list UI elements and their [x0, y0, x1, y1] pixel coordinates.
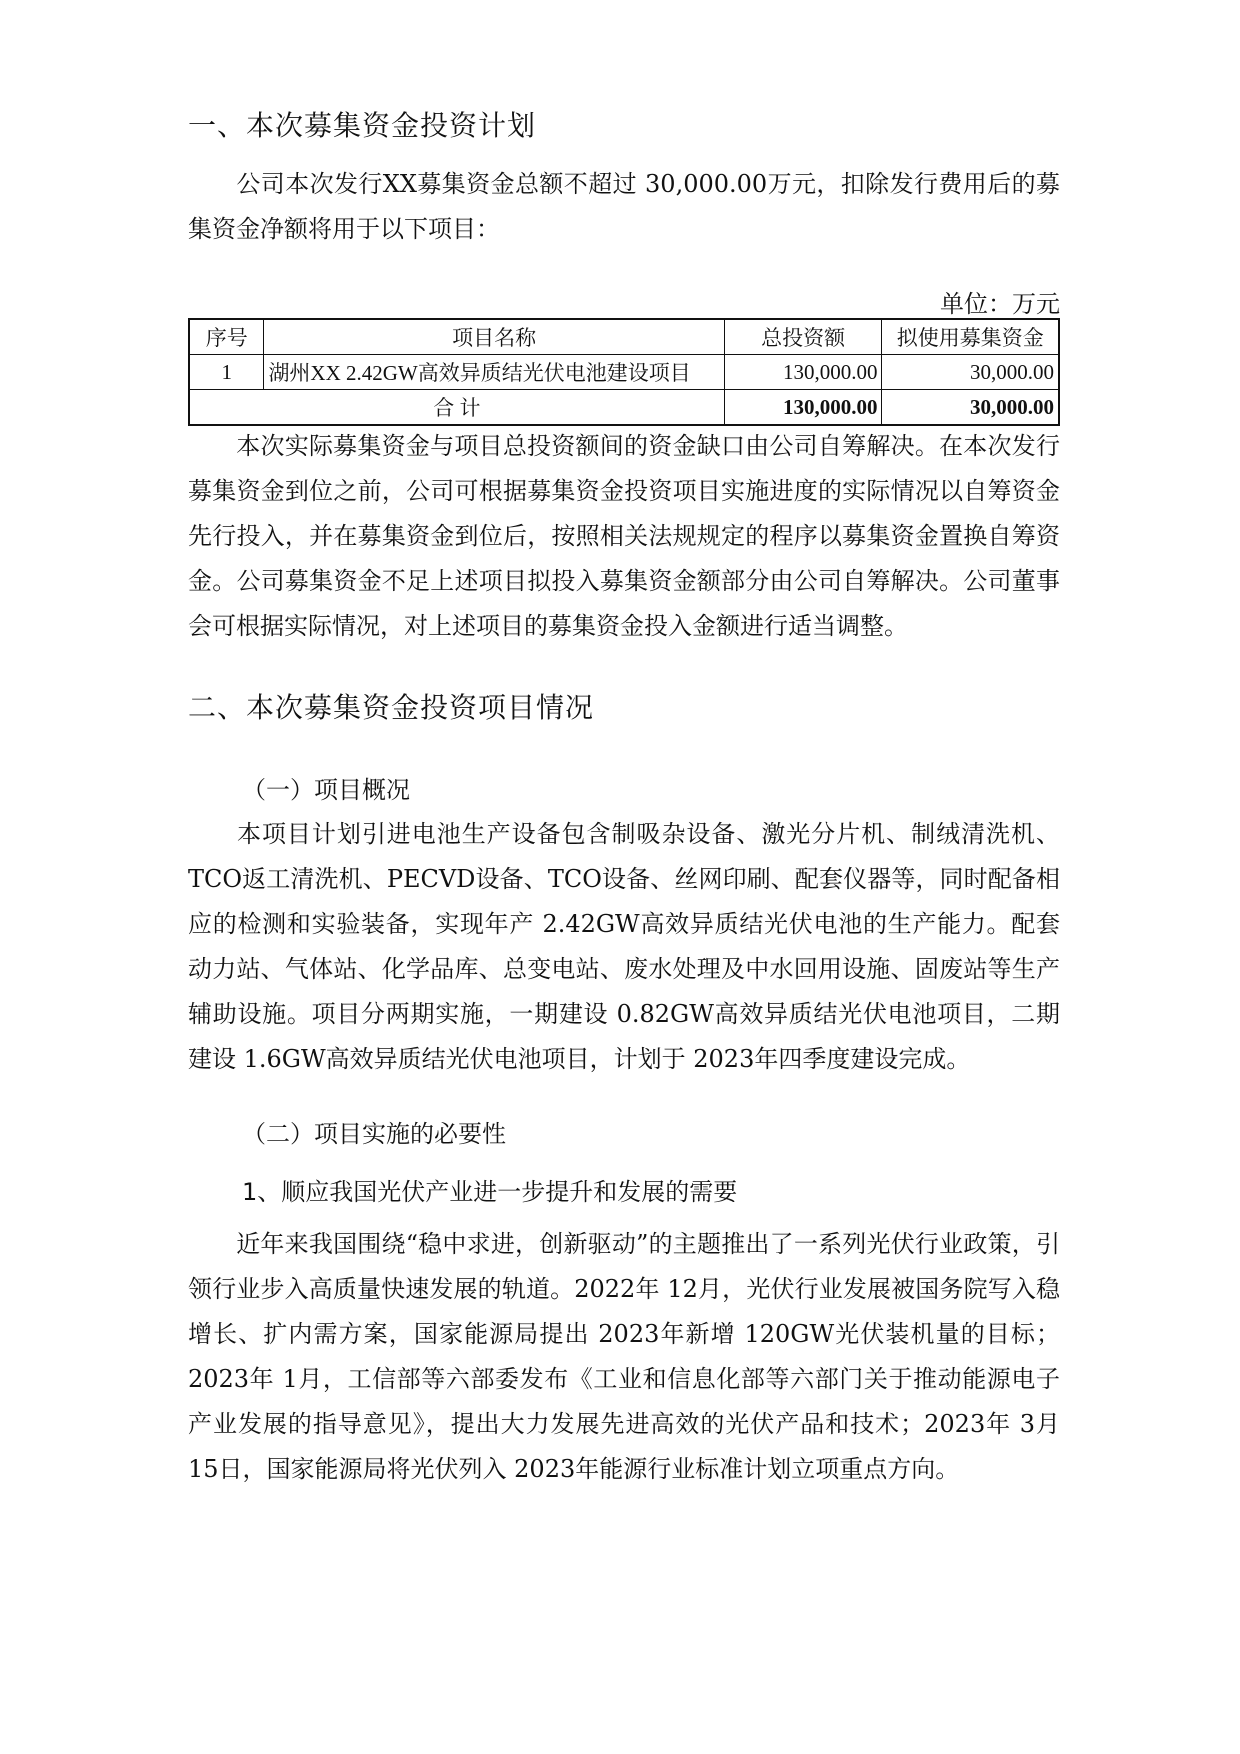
- total-total: 130,000.00: [724, 390, 882, 426]
- after-table-paragraph: [188, 424, 1060, 649]
- point-1-heading: 1、顺应我国光伏产业进一步提升和发展的需要: [242, 1178, 738, 1206]
- header-total: 总投资额: [724, 319, 882, 355]
- fund-table: [188, 318, 1060, 426]
- row-total: 130,000.00: [724, 355, 882, 390]
- subsection-1-paragraph: [188, 812, 1060, 1082]
- point-1-paragraph: [188, 1222, 1060, 1492]
- table-header-row: [189, 319, 1059, 355]
- total-label: 合 计: [189, 390, 724, 426]
- row-fund: 30,000.00: [882, 355, 1059, 390]
- header-no: 序号: [189, 319, 264, 355]
- table-row: [189, 355, 1059, 390]
- section-2-heading: 二、本次募集资金投资项目情况: [188, 691, 595, 724]
- after-table-text: 本次实际募集资金与项目总投资额间的资金缺口由公司自筹解决。在本次发行募集资金到位之前，公司可根据募集资金投资项目实施进度的实际情况以自筹资金先行投入，并在募集资金到位后，按照相关法规规定的程序以募集资金置换自筹资金。公司募集资金不足上述项目拟投入募集资金额部分由公司自筹解决。公司董事会可根据实际情况，对上述项目的募集资金投入金额进行适当调整。: [188, 432, 1060, 640]
- header-fund: 拟使用募集资金: [882, 319, 1059, 355]
- row-no: 1: [189, 355, 264, 390]
- section-1-intro-text: 公司本次发行XX募集资金总额不超过 30,000.00万元，扣除发行费用后的募集资金净额将用于以下项目：: [188, 170, 1060, 243]
- subsection-1-heading: （一）项目概况: [242, 776, 410, 804]
- section-1-heading: 一、本次募集资金投资计划: [188, 109, 537, 142]
- header-name: 项目名称: [264, 319, 724, 355]
- point-1-text: 近年来我国围绕“稳中求进，创新驱动”的主题推出了一系列光伏行业政策，引领行业步入高质量快速发展的轨道。2022年 12月，光伏行业发展被国务院写入稳增长、扩内需方案，国家能源局提出 2023年新增 120GW光伏装机量的目标；2023年 1月，工信部等六部委发布《工业和信息化部等六部门关于推动能源电子产业发展的指导意见》，提出大力发展先进高效的光伏产品和技术；2023年 3月 15日，国家能源局将光伏列入 2023年能源行业标准计划立项重点方向。: [188, 1230, 1060, 1483]
- unit-label: 单位：万元: [940, 290, 1060, 318]
- subsection-1-text: 本项目计划引进电池生产设备包含制吸杂设备、激光分片机、制绒清洗机、TCO返工清洗机、PECVD设备、TCO设备、丝网印刷、配套仪器等，同时配备相应的检测和实验装备，实现年产 2.42GW高效异质结光伏电池的生产能力。配套动力站、气体站、化学品库、总变电站、废水处理及中水回用设施、固废站等生产辅助设施。项目分两期实施，一期建设 0.82GW高效异质结光伏电池项目，二期建设 1.6GW高效异质结光伏电池项目，计划于 2023年四季度建设完成。: [188, 820, 1060, 1073]
- row-name: 湖州XX 2.42GW高效异质结光伏电池建设项目: [264, 355, 724, 390]
- section-1-intro: [188, 162, 1060, 252]
- total-fund: 30,000.00: [882, 390, 1059, 426]
- subsection-2-heading: （二）项目实施的必要性: [242, 1120, 506, 1148]
- table-total-row: [189, 390, 1059, 426]
